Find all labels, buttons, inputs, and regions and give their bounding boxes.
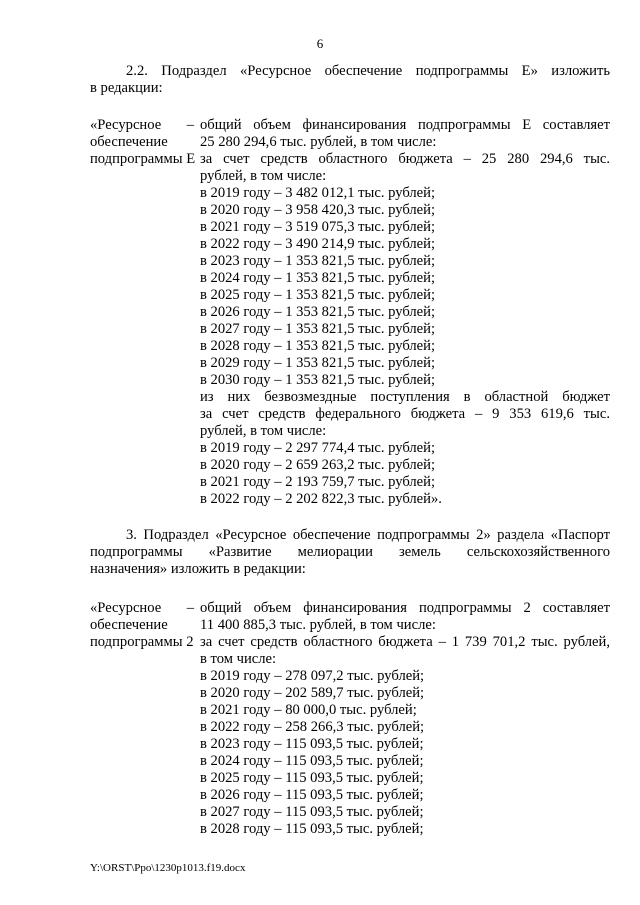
resource-line: общий объем финансирования подпрограммы 2 составляет — [200, 600, 610, 616]
resource-line: в 2020 году – 2 659 263,2 тыс. рублей; — [200, 457, 436, 473]
section-3-paragraph — [90, 527, 610, 578]
resource-label-2 — [90, 600, 200, 838]
section-2-2-line-2: в редакции: — [90, 80, 163, 96]
resource-line: в 2020 году – 202 589,7 тыс. рублей; — [200, 685, 425, 701]
resource-line: в 2019 году – 3 482 012,1 тыс. рублей; — [200, 185, 436, 201]
label-2-line-1: «Ресурсное — [90, 600, 162, 616]
section-3-line-3: назначения» изложить в редакции: — [90, 561, 306, 577]
resource-line: в 2019 году – 2 297 774,4 тыс. рублей; — [200, 440, 436, 456]
resource-line: в 2026 году – 1 353 821,5 тыс. рублей; — [200, 304, 436, 320]
page-number: 6 — [316, 36, 324, 51]
resource-line: в 2028 году – 1 353 821,5 тыс. рублей; — [200, 338, 436, 354]
resource-line: в 2025 году – 115 093,5 тыс. рублей; — [200, 770, 424, 786]
resource-line: за счет средств областного бюджета – 25 280 294,6 тыс. — [200, 151, 610, 167]
resource-line: в 2022 году – 258 266,3 тыс. рублей; — [200, 719, 425, 735]
resource-line: общий объем финансирования подпрограммы Е составляет — [200, 117, 610, 133]
section-3-line-1: 3. Подраздел «Ресурсное обеспечение подпрограммы 2» раздела «Паспорт — [126, 527, 610, 543]
resource-line: в том числе: — [200, 651, 277, 667]
resource-line: в 2025 году – 1 353 821,5 тыс. рублей; — [200, 287, 436, 303]
resource-line: в 2021 году – 80 000,0 тыс. рублей; — [200, 702, 417, 718]
resource-line: в 2020 году – 3 958 420,3 тыс. рублей; — [200, 202, 436, 218]
resource-line: в 2024 году – 115 093,5 тыс. рублей; — [200, 753, 424, 769]
resource-content-2 — [200, 600, 610, 838]
label-e-line-2: обеспечение — [90, 134, 168, 150]
resource-line: за счет средств областного бюджета – 1 739 701,2 тыс. рублей, — [200, 634, 610, 650]
label-e-line-3: подпрограммы Е — [90, 151, 196, 167]
label-2-line-3: подпрограммы 2 — [90, 634, 194, 650]
label-2-dash: – — [186, 600, 194, 616]
resource-line: в 2027 году – 1 353 821,5 тыс. рублей; — [200, 321, 436, 337]
resource-line: в 2019 году – 278 097,2 тыс. рублей; — [200, 668, 425, 684]
resource-line: в 2028 году – 115 093,5 тыс. рублей; — [200, 821, 424, 837]
resource-line: в 2022 году – 2 202 822,3 тыс. рублей». — [200, 491, 442, 507]
section-2-2-paragraph — [90, 63, 610, 97]
resource-line: рублей, в том числе: — [200, 168, 327, 184]
resource-line: 11 400 885,3 тыс. рублей, в том числе: — [200, 617, 436, 633]
section-2-2-line-1: 2.2. Подраздел «Ресурсное обеспечение подпрограммы Е» изложить — [126, 63, 610, 79]
resource-line: в 2022 году – 3 490 214,9 тыс. рублей; — [200, 236, 436, 252]
resource-line: за счет средств федерального бюджета – 9 353 619,6 тыс. — [200, 406, 610, 422]
resource-label-e — [90, 117, 200, 508]
resource-line: рублей, в том числе: — [200, 423, 327, 439]
resource-line: из них безвозмездные поступления в областной бюджет — [200, 389, 610, 405]
resource-block-subprogram-e — [90, 117, 610, 508]
label-e-line-1: «Ресурсное — [90, 117, 162, 133]
label-e-dash: – — [186, 117, 194, 133]
resource-block-subprogram-2 — [90, 600, 610, 838]
resource-line: 25 280 294,6 тыс. рублей, в том числе: — [200, 134, 437, 150]
section-3-line-2: подпрограммы «Развитие мелиорации земель сельскохозяйственного — [90, 544, 610, 560]
label-2-line-2: обеспечение — [90, 617, 168, 633]
resource-content-e — [200, 117, 610, 508]
resource-line: в 2026 году – 115 093,5 тыс. рублей; — [200, 787, 424, 803]
resource-line: в 2027 году – 115 093,5 тыс. рублей; — [200, 804, 424, 820]
resource-line: в 2023 году – 115 093,5 тыс. рублей; — [200, 736, 424, 752]
resource-line: в 2030 году – 1 353 821,5 тыс. рублей; — [200, 372, 436, 388]
resource-line: в 2024 году – 1 353 821,5 тыс. рублей; — [200, 270, 436, 286]
footer-file-path: Y:\ORST\Ppo\1230p1013.f19.docx — [90, 862, 246, 874]
resource-line: в 2023 году – 1 353 821,5 тыс. рублей; — [200, 253, 436, 269]
resource-line: в 2021 году – 2 193 759,7 тыс. рублей; — [200, 474, 436, 490]
resource-line: в 2021 году – 3 519 075,3 тыс. рублей; — [200, 219, 436, 235]
resource-line: в 2029 году – 1 353 821,5 тыс. рублей; — [200, 355, 436, 371]
